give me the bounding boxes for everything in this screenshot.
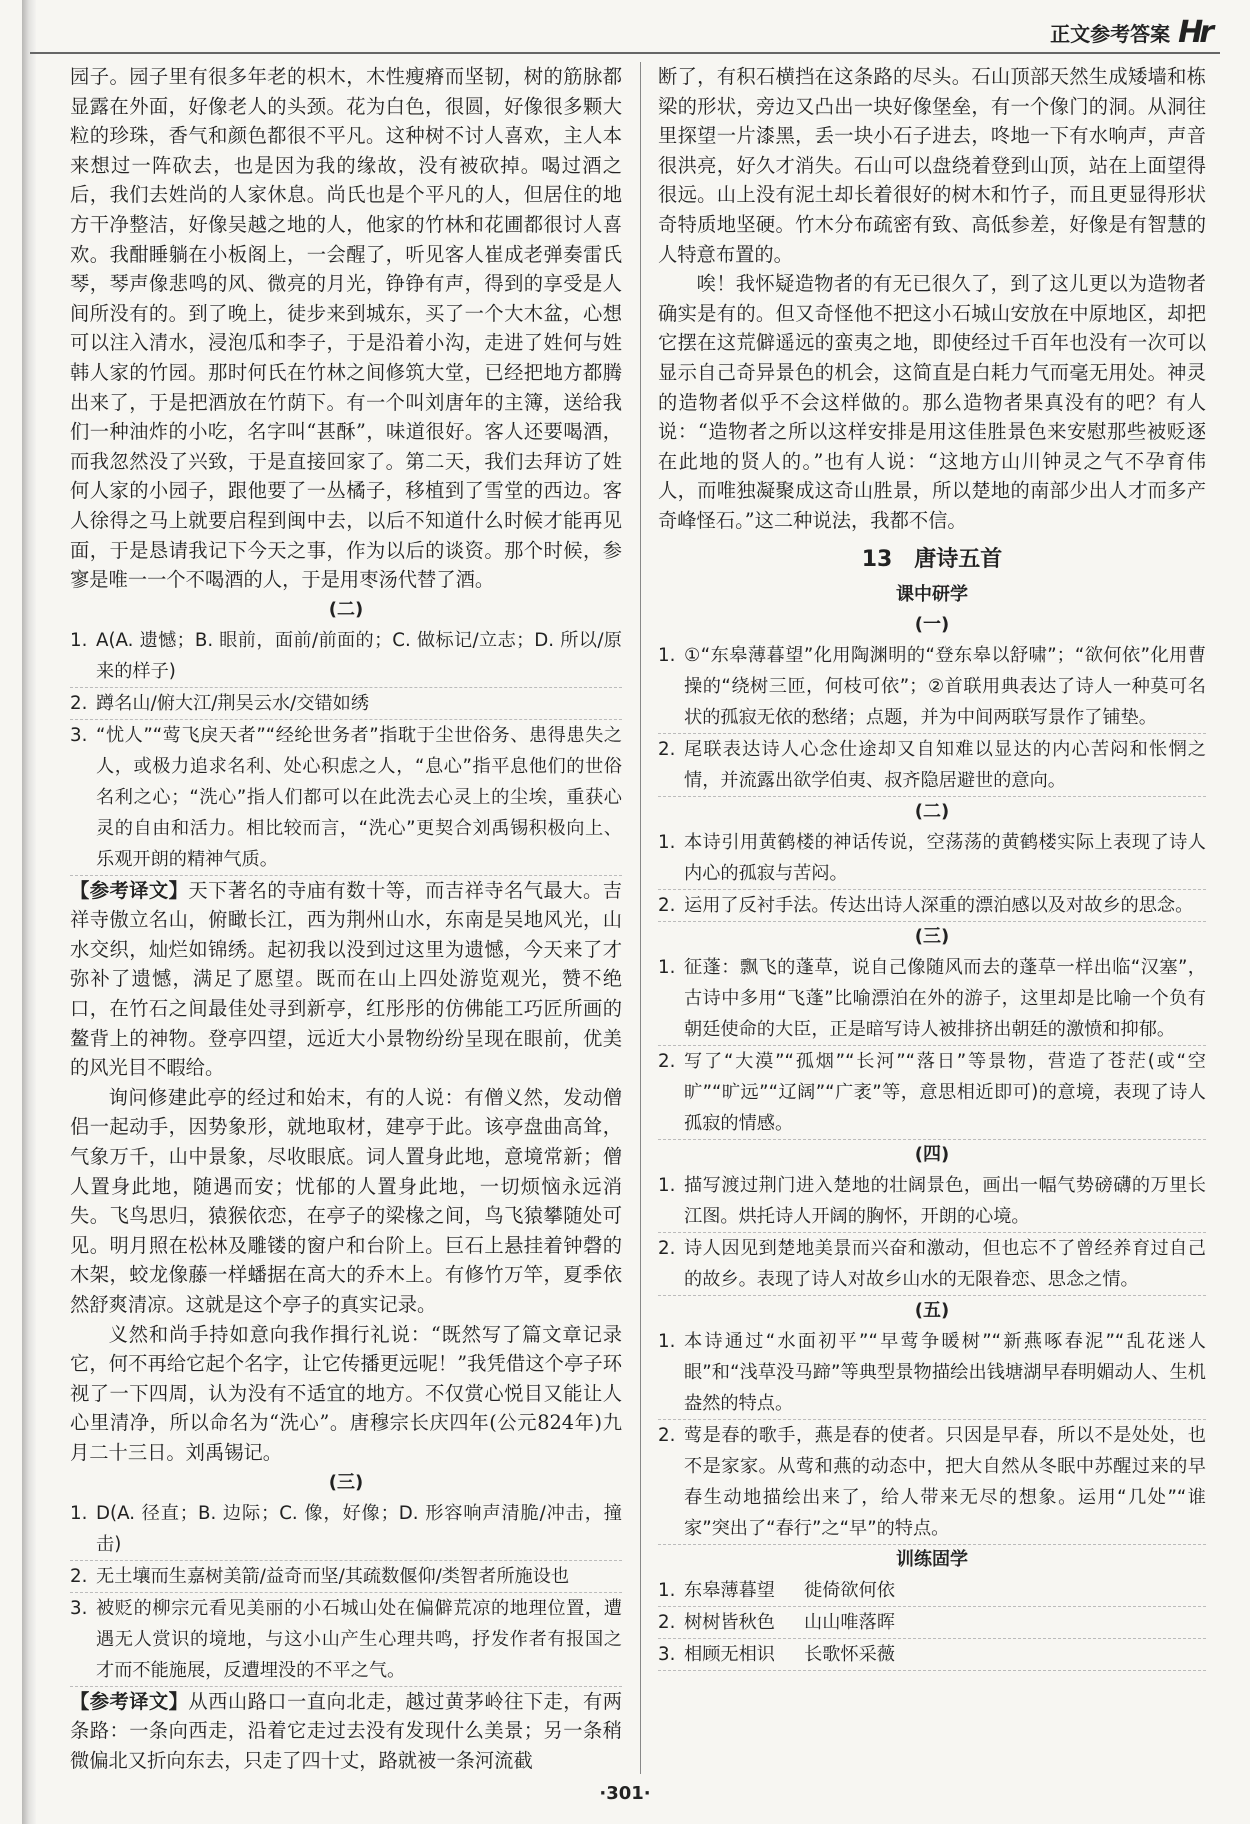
study-title: 课中研学: [896, 583, 968, 605]
answer-item: 2. 蹲名山/俯大江/荆吴云水/交错如绣: [70, 688, 622, 720]
answer-item: 1. A(A. 遗憾；B. 眼前，面前/前面的；C. 做标记/立志；D. 所以/原来的样子): [70, 625, 622, 688]
header-logo: Hr: [1178, 14, 1210, 50]
answer-item: 2. 莺是春的歌手，燕是春的使者。只因是早春，所以不是处处，也不是家家。从莺和燕的动态中，把大自然从冬眠中苏醒过来的早春生动地描绘出来了，给人带来无尽的想象。运用“几处”“谁家”突出了“春行”之“早”的特点。: [658, 1420, 1206, 1545]
section-heading: (五): [914, 1299, 950, 1321]
page-number: ·301·: [599, 1783, 651, 1804]
reference-translation-p2: 询问修建此亭的经过和始末，有的人说：有僧义然，发动僧侣一起动手，因势象形，就地取材，建亭于此。该亭盘曲高耸，气象万千，山中景象，尽收眼底。词人置身此地，意境常新；僧人置身此地，随遇而安；忧郁的人置身此地，一切烦恼永远消失。飞鸟思归，猿猴依恋，在亭子的梁椽之间，鸟飞猿攀随处可见。明月照在松林及雕镂的窗户和台阶上。巨石上悬挂着钟磬的木架，蛟龙像藤一样蟠据在高大的乔木上。有修竹万竿，夏季依然舒爽清凉。这就是这个亭子的真实记录。: [70, 1085, 622, 1316]
reference-translation-3: 【参考译文】从西山路口一直向北走，越过黄茅岭往下走，有两条路：一条向西走，沿着它走过去没有发现什么美景；另一条稍微偏北又折向东去，只走了四十丈，路就被一条河流截: [70, 1689, 622, 1772]
right-column: [658, 62, 1206, 1794]
section-heading: (三): [914, 925, 950, 947]
training-title: 训练固学: [896, 1548, 968, 1570]
answer-item: 2. 无土壤而生嘉树美箭/益奇而坚/其疏数偃仰/类智者所施设也: [70, 1561, 622, 1593]
answer-item: 1. 描写渡过荆门进入楚地的壮阔景色，画出一幅气势磅礴的万里长江图。烘托诗人开阔的胸怀，开朗的心境。: [658, 1170, 1206, 1233]
section-heading: (一): [914, 613, 950, 635]
header-rule: [30, 52, 1220, 54]
answer-item: 1. 本诗通过“水面初平”“早莺争暖树”“新燕啄春泥”“乱花迷人眼”和“浅草没马蹄”等典型景物描绘出钱塘湖早春明媚动人、生机盎然的特点。: [658, 1326, 1206, 1420]
training-item: 3. 相顾无相识 长歌怀采薇: [658, 1639, 1206, 1671]
passage-paragraph: 唉！我怀疑造物者的有无已很久了，到了这儿更以为造物者确实是有的。但又奇怪他不把这小石城山安放在中原地区，却把它摆在这荒僻遥远的蛮夷之地，即使经过千百年也没有一次可以显示自己奇异景色的机会，这简直是白耗力气而毫无用处。神灵的造物者似乎不会这样做的。那么造物者果真没有的吧？有人说：“造物者之所以这样安排是用这佳胜景色来安慰那些被贬逐在此地的贤人的。”也有人说：“这地方山川钟灵之气不孕育伟人，而唯独凝聚成这奇山胜景，所以楚地的南部少出人才而多产奇峰怪石。”这二种说法，我都不信。: [658, 272, 1206, 532]
answer-item: 1. ①“东皋薄暮望”化用陶渊明的“登东皋以舒啸”；“欲何依”化用曹操的“绕树三匝，何枝可依”；②首联用典表达了诗人一种莫可名状的孤寂无依的愁绪；点题，并为中间两联写景作了铺垫。: [658, 640, 1206, 734]
page-header: [1050, 12, 1210, 52]
reference-translation: 【参考译文】天下著名的寺庙有数十等，而吉祥寺名气最大。吉祥寺傲立名山，俯瞰长江，西为荆州山水，东南是吴地风光，山水交织，灿烂如锦绣。起初我以没到过这里为遗憾，今天来了才弥补了遗憾，满足了愿望。既而在山上四处游览观光，赞不绝口，在竹石之间最佳处寻到新亭，红彤彤的仿佛能工巧匠所画的鳌背上的神物。登亭四望，远近大小景物纷纷呈现在眼前，优美的风光目不暇给。: [70, 878, 622, 1080]
answer-item: 3. “忧人”“莺飞戾天者”“经纶世务者”指耽于尘世俗务、患得患失之人，或极力追求名利、处心积虑之人，“息心”指平息他们的世俗名利之心；“洗心”指人们都可以在此洗去心灵上的尘埃，重获心灵的自由和活力。相比较而言，“洗心”更契合刘禹锡积极向上、乐观开朗的精神气质。: [70, 720, 622, 876]
answer-item: 1. 征蓬：飘飞的蓬草，说自己像随风而去的蓬草一样出临“汉塞”，古诗中多用“飞蓬”比喻漂泊在外的游子，这里却是比喻一个负有朝廷使命的大臣，正是暗写诗人被排挤出朝廷的激愤和抑郁。: [658, 952, 1206, 1046]
book-spine-shadow: [22, 0, 36, 1824]
reference-translation-p3: 义然和尚手持如意向我作揖行礼说：“既然写了篇文章记录它，何不再给它起个名字，让它传播更远呢！”我凭借这个亭子环视了一下四周，认为没有不适宜的地方。不仅赏心悦目又能让人心里清净，所以命名为“洗心”。唐穆宗长庆四年(公元824年)九月二十三日。刘禹锡记。: [70, 1322, 622, 1464]
answer-item: 2. 诗人因见到楚地美景而兴奋和激动，但也忘不了曾经养育过自己的故乡。表现了诗人对故乡山水的无限眷恋、思念之情。: [658, 1233, 1206, 1296]
left-column: [70, 62, 622, 1794]
section-heading: (三): [328, 1471, 364, 1493]
answer-item: 2. 运用了反衬手法。传达出诗人深重的漂泊感以及对故乡的思念。: [658, 890, 1206, 922]
answer-item: 3. 被贬的柳宗元看见美丽的小石城山处在偏僻荒凉的地理位置，遭遇无人赏识的境地，与这小山产生心理共鸣，抒发作者有报国之才而不能施展，反遭埋没的不平之气。: [70, 1593, 622, 1687]
section-heading: (二): [328, 598, 364, 620]
passage-translation: 园子。园子里有很多年老的枳木，木性瘦瘠而坚韧，树的筋脉都显露在外面，好像老人的头颈。花为白色，很圆，好像很多颗大粒的珍珠，香气和颜色都很不平凡。这种树不讨人喜欢，主人本来想过一阵砍去，也是因为我的缘故，没有被砍掉。喝过酒之后，我们去姓尚的人家休息。尚氏也是个平凡的人，但居住的地方干净整洁，好像吴越之地的人，他家的竹林和花圃都很讨人喜欢。我酣睡躺在小板阁上，一会醒了，听见客人崔成老弹奏雷氏琴，琴声像悲鸣的风、微亮的月光，铮铮有声，得到的享受是人间所没有的。到了晚上，徒步来到城东，买了一个大木盆，心想可以注入清水，浸泡瓜和李子，于是沿着小沟，走进了姓何与姓韩人家的竹园。那时何氏在竹林之间修筑大堂，已经把地方都腾出来了，于是把酒放在竹荫下。有一个叫刘唐年的主簿，送给我们一种油炸的小吃，名字叫“甚酥”，味道很好。客人还要喝酒，而我忽然没了兴致，于是直接回家了。第二天，我们去拜访了姓何人家的小园子，跟他要了一丛橘子，移植到了雪堂的西边。客人徐得之马上就要启程到闽中去，以后不知道什么时候才能再见面，于是恳请我记下今天之事，作为以后的谈资。那个时候，参寥是唯一一个不喝酒的人，于是用枣汤代替了酒。: [70, 65, 622, 592]
section-heading: (四): [914, 1143, 950, 1165]
answer-item: 2. 尾联表达诗人心念仕途却又自知难以显达的内心苦闷和怅惘之情，并流露出欲学伯夷、叔齐隐居避世的意向。: [658, 734, 1206, 797]
passage-continued: 断了，有积石横挡在这条路的尽头。石山顶部天然生成矮墙和栋梁的形状，旁边又凸出一块好像堡垒，有一个像门的洞。从洞往里探望一片漆黑，丢一块小石子进去，咚地一下有水响声，声音很洪亮，好久才消失。石山可以盘绕着登到山顶，站在上面望得很远。山上没有泥土却长着很好的树木和竹子，而且更显得形状奇特质地坚硬。竹木分布疏密有致、高低参差，好像是有智慧的人特意布置的。: [658, 65, 1206, 266]
training-item: 1. 东皋薄暮望 徙倚欲何依: [658, 1575, 1206, 1607]
lesson-title: 13 唐诗五首: [861, 546, 1003, 572]
answer-item: 1. 本诗引用黄鹤楼的神话传说，空荡荡的黄鹤楼实际上表现了诗人内心的孤寂与苦闷。: [658, 827, 1206, 890]
column-divider: [640, 62, 641, 1774]
answer-item: 2. 写了“大漠”“孤烟”“长河”“落日”等景物，营造了苍茫(或“空旷”“旷远”“辽阔”“广袤”等，意思相近即可)的意境，表现了诗人孤寂的情感。: [658, 1046, 1206, 1140]
section-heading: (二): [914, 800, 950, 822]
answer-item: 1. D(A. 径直；B. 边际；C. 像，好像；D. 形容响声清脆/冲击，撞击): [70, 1498, 622, 1561]
training-item: 2. 树树皆秋色 山山唯落晖: [658, 1607, 1206, 1639]
header-title: 正文参考答案: [1050, 21, 1171, 46]
